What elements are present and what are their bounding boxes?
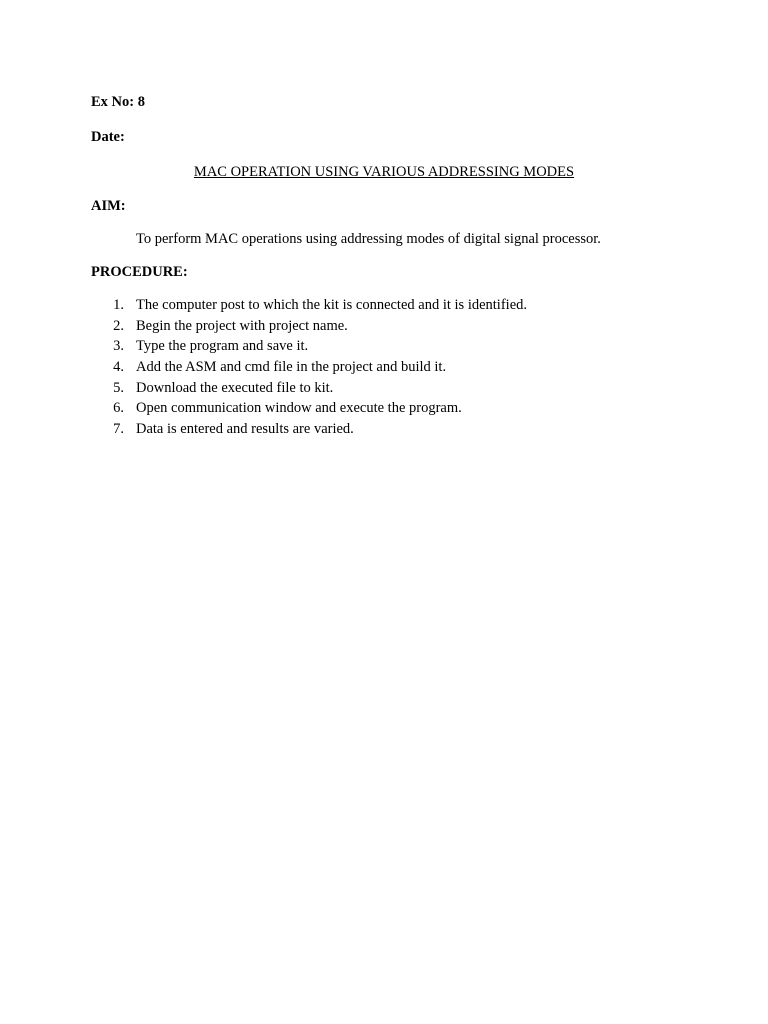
- step-text: Begin the project with project name.: [136, 317, 348, 334]
- step-text: Download the executed file to kit.: [136, 379, 334, 396]
- aim-heading: AIM:: [91, 198, 126, 214]
- step-text: Add the ASM and cmd file in the project and build it.: [136, 359, 447, 376]
- exercise-number: Ex No: 8: [91, 94, 145, 110]
- step-number: 1.: [113, 297, 124, 313]
- step-number: 6.: [113, 400, 124, 417]
- step-text: Data is entered and results are varied.: [136, 421, 354, 438]
- document-title: MAC OPERATION USING VARIOUS ADDRESSING MODES: [193, 164, 575, 180]
- step-text: Open communication window and execute the program.: [136, 400, 462, 417]
- step-number: 4.: [113, 359, 124, 376]
- step-text: Type the program and save it.: [136, 338, 309, 355]
- step-number: 5.: [113, 379, 124, 396]
- date-label: Date:: [91, 129, 125, 145]
- step-number: 2.: [113, 317, 124, 334]
- step-text: The computer post to which the kit is connected and it is identified.: [136, 297, 528, 313]
- aim-text: To perform MAC operations using addressing modes of digital signal processor.: [136, 231, 601, 247]
- procedure-heading: PROCEDURE:: [91, 264, 188, 280]
- step-number: 7.: [113, 421, 124, 438]
- step-number: 3.: [113, 338, 124, 355]
